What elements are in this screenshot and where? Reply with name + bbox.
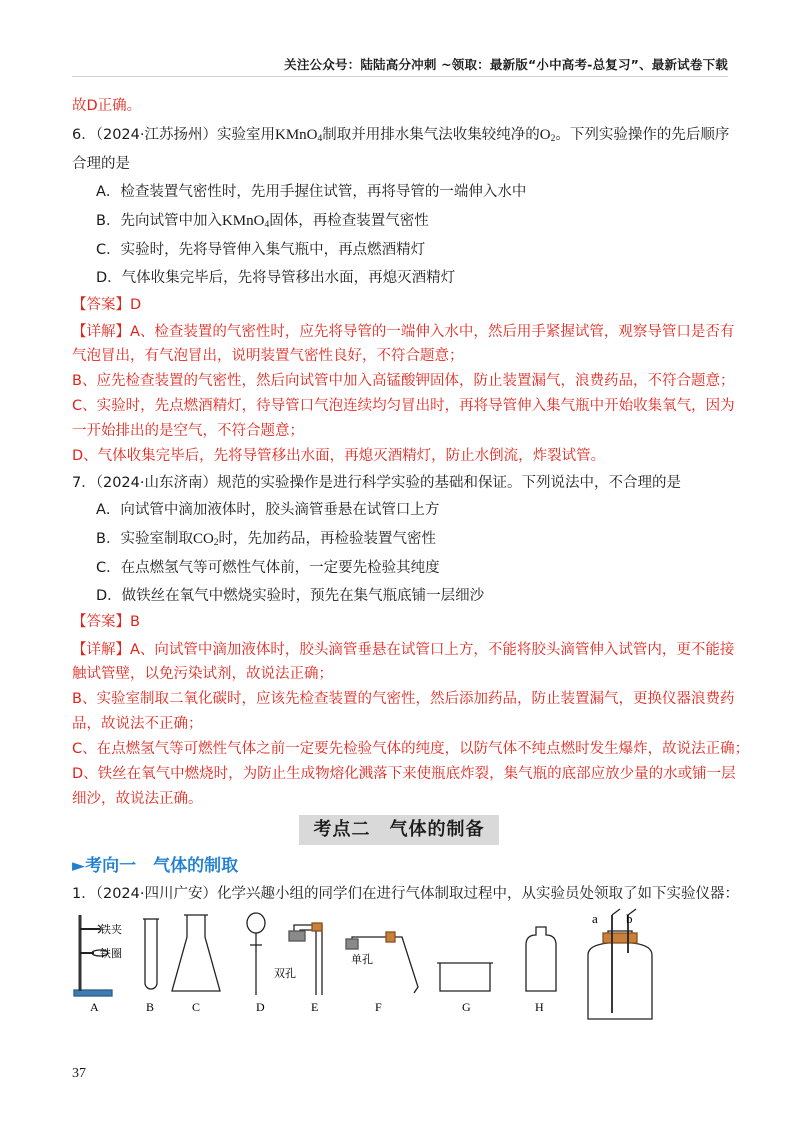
ring-label: 铁圈	[100, 948, 122, 960]
q7-answer: 【答案】B	[72, 614, 140, 630]
conical-flask	[172, 915, 220, 991]
figure-label: F	[375, 1000, 382, 1014]
q6-stem-c: 。下列实验操作的先后顺序	[555, 127, 730, 143]
page-header: 关注公众号：陆陆高分冲刺 ~领取：最新版“小中高考-总复习”、最新试卷下载	[284, 57, 728, 72]
o2-formula: $O_2$	[539, 127, 556, 144]
q6-detail-line: C、实验时，先点燃酒精灯，待导管口气泡连续均匀冒出时，再将导管伸入集气瓶中开始收集氧气，因为	[72, 398, 735, 414]
wash-bottle	[588, 931, 652, 1019]
q7-stem: 7．（2024·山东济南）规范的实验操作是进行科学实验的基础和保证。下列说法中，不合理的是	[72, 475, 681, 491]
figure-label: A	[90, 1000, 99, 1014]
header-rule	[72, 76, 728, 77]
q7-option-c: C．在点燃氢气等可燃性气体前，一定要先检验其纯度	[96, 560, 440, 576]
q6-detail-line: B、应先检查装置的气密性，然后向试管中加入高锰酸钾固体，防止装置漏气，浪费药品，不符合题意；	[72, 373, 735, 389]
q7-detail-line: 品，故说法不正确；	[72, 716, 203, 732]
q6-stem-b: 制取并用排水集气法收集较纯净的	[322, 127, 540, 143]
q6-answer: 【答案】D	[72, 297, 142, 313]
q7-detail-line: D、铁丝在氧气中燃烧时，为防止生成物熔化溅落下来使瓶底炸裂，集气瓶的底部应放少量的水或铺一层	[72, 766, 736, 782]
tube-a-label: a	[592, 911, 598, 926]
double-hole-label: 双孔	[274, 968, 296, 980]
intro-line: 故D正确。	[72, 98, 142, 114]
direction-title: ►考向一 气体的制取	[72, 856, 239, 876]
q6-stem	[72, 122, 728, 153]
water-trough	[440, 963, 490, 991]
q7-detail-line: B、实验室制取二氧化碳时，应该先检查装置的气密性，然后添加药品，防止装置漏气，更换仪器浪费药	[72, 691, 735, 707]
figure-label: H	[535, 1000, 544, 1014]
section-title: 考点二 气体的制备	[299, 815, 499, 845]
q7-detail-line: 细沙，故说法正确。	[72, 791, 203, 807]
kmno4-formula: KMnO$_4$	[275, 127, 323, 144]
figure-label: B	[146, 1000, 155, 1014]
q7-detail-line: 【详解】A、向试管中滴加液体时，胶头滴管垂悬在试管口上方，不能将胶头滴管伸入试管内，更不能接	[72, 642, 735, 658]
q6-option-c: C．实验时，先将导管伸入集气瓶中，再点燃酒精灯	[96, 242, 426, 258]
test-tube	[145, 919, 157, 989]
q7-option-b: B．实验室制取$CO_2$时，先加药品，再检验装置气密性	[96, 531, 437, 548]
q1-stem: 1．（2024·四川广安）化学兴趣小组的同学们在进行气体制取过程中，从实验员处领取了如下实验仪器：	[72, 886, 739, 902]
apparatus-figure	[60, 905, 740, 1030]
q7-detail-line: C、在点燃氢气等可燃性气体之前一定要先检验气体的纯度，以防气体不纯点燃时发生爆炸，故说法正确；	[72, 741, 750, 757]
q7-option-a: A．向试管中滴加液体时，胶头滴管垂悬在试管口上方	[96, 502, 440, 518]
q6-detail-line: 【详解】A、检查装置的气密性时，应先将导管的一端伸入水中，然后用手紧握试管，观察导管口是否有	[72, 324, 735, 340]
tube-b-label: b	[626, 911, 633, 926]
figure-label: E	[311, 1000, 319, 1014]
q6-detail-line: 气泡冒出，有气泡冒出，说明装置气密性良好，不符合题意；	[72, 348, 464, 364]
q6-stem-a: 6．（2024·江苏扬州）实验室用	[72, 127, 275, 143]
kmno4-formula-b: KMnO$_4$	[221, 213, 270, 230]
separatory-funnel-bulb	[247, 913, 265, 933]
q7-option-d: D．做铁丝在氧气中燃烧实验时，预先在集气瓶底铺一层细沙	[96, 588, 485, 604]
gas-collecting-jar	[526, 927, 556, 991]
q6-option-d: D．气体收集完毕后，先将导管移出水面，再熄灭酒精灯	[96, 270, 456, 286]
q6-detail-line: D、气体收集完毕后，先将导管移出水面，再熄灭酒精灯，防止水倒流，炸裂试管。	[72, 448, 606, 464]
q6-stem-line2: 合理的是	[72, 156, 130, 172]
page-number: 37	[72, 1066, 86, 1081]
q6-option-b: B．先向试管中加入KMnO$_4$固体，再检查装置气密性	[96, 213, 429, 230]
q6-detail-line: 一开始排出的是空气，不符合题意；	[72, 423, 304, 439]
figure-label: D	[256, 1000, 265, 1014]
single-hole-label: 单孔	[351, 954, 373, 966]
figure-label: C	[192, 1000, 201, 1014]
q6-option-a: A．检查装置气密性时，先用手握住试管，再将导管的一端伸入水中	[96, 184, 527, 200]
figure-label: G	[462, 1000, 471, 1014]
co2-formula: $CO_2$	[192, 531, 219, 548]
q7-detail-line: 触试管壁，以免污染试剂，故说法正确；	[72, 666, 333, 682]
clamp-label: 铁夹	[100, 924, 122, 936]
